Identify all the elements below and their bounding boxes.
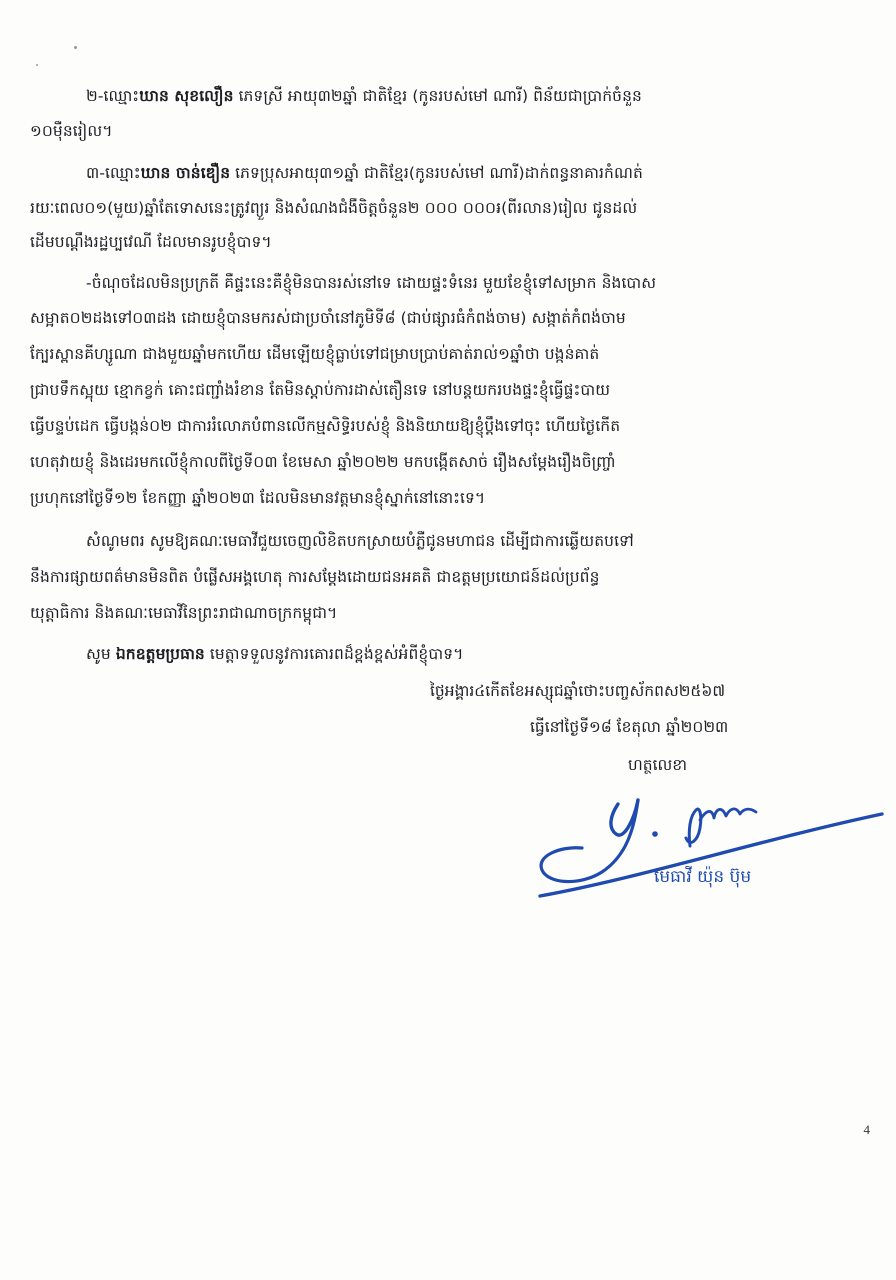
paragraph-6-prefix: សូម [86, 645, 116, 663]
paragraph-3-line-3: ដើមបណ្ដឹងរដ្ឋប្បវេណី ដែលមានរូបខ្ញុំបាទ។ [30, 233, 272, 251]
scan-speck [74, 46, 77, 49]
scan-speck [36, 64, 38, 66]
paragraph-3-line-1 [86, 157, 866, 189]
paragraph-4-line-2: សម្អាត០២ដងទៅ០៣ដង ដោយខ្ញុំបានមករស់ជាប្រចាំនៅភូមិទី៨ (ជាប់ផ្សារធំកំពង់ចាម) សង្កាត់កំពង់ចាម [30, 309, 626, 327]
paragraph-3-line-2: រយៈពេល០១(មួយ)ឆ្នាំតែទោសនេះត្រូវព្យួរ និងសំណងជំងឺចិត្តចំនួន២ ០០០ ០០០៛(ពីរលាន)រៀល ជូនដល់ [30, 199, 638, 217]
paragraph-2-line-1-rest: ភេទស្រី អាយុ៣២ឆ្នាំ ជាតិខ្មែរ (កូនរបស់មៅ ណារី) ពិន័យជាប្រាក់ចំនួន [233, 87, 642, 105]
paragraph-6 [86, 638, 866, 670]
paragraph-4-line-3: ក្បែរស្ពានគីហ្សូណា ជាងមួយឆ្នាំមកហើយ ដើមឡើយខ្ញុំធ្លាប់ទៅជម្រាបប្រាប់គាត់រាល់១ឆ្នាំថា បង្កន់គាត់ [30, 345, 600, 363]
paragraph-6-rest: មេត្តាទទួលនូវការគោរពដ៏ខ្ពង់ខ្ពស់អំពីខ្ញុំបាទ។ [204, 645, 464, 663]
date-solar: ធ្វើនៅថ្ងៃទី១៨ ខែតុលា ឆ្នាំ២០២៣ [530, 718, 729, 736]
paragraph-4-line-6: ហេតុវាយខ្ញុំ និងដេរមកលើខ្ញុំកាលពីថ្ងៃទី០៣ ខែមេសា ឆ្នាំ២០២២ មកបង្កើតសាច់ រឿងសម្ដែងរឿងចិញ្ច្រាំ [30, 453, 616, 471]
paragraph-4-line-7: ប្រហុកនៅថ្ងៃទី១២ ខែកញ្ញា ឆ្នាំ២០២៣ ដែលមិនមានវត្តមានខ្ញុំស្នាក់នៅនោះទេ។ [30, 489, 486, 507]
signer-name: មេធាវី យ៉ុន ប៊ុម [654, 867, 752, 887]
paragraph-5-line-1: សំណូមពរ សូមឱ្យគណៈមេធាវីជួយចេញលិខិតបកស្រាយបំភ្លឺជូនមហាជន ដើម្បីជាការឆ្លើយតបទៅ [86, 532, 634, 550]
handwritten-signature [530, 790, 890, 910]
paragraph-2-name: ឃាន សុខលឿន [139, 87, 234, 105]
paragraph-5-line-3: យុត្តាធិការ និងគណៈមេធាវីនៃព្រះរាជាណាចក្រកម្ពុជា។ [30, 604, 338, 622]
paragraph-4-line-5: ធ្វើបន្ទប់ដេក ធ្វើបង្កន់០២ ជាការរំលោភបំពានលើកម្មសិទ្ធិរបស់ខ្ញុំ និងនិយាយឱ្យខ្ញុំប្ដឹងទៅចុះ ហើយថ្ងៃកើត [30, 417, 621, 435]
paragraph-5-line-2: នឹងការផ្សាយពត៌មានមិនពិត បំផ្លើសអង្គហេតុ ការសម្ដែងដោយជនអគតិ ជាឧត្តមប្រយោជន៍ដល់ប្រព័ន្ធ [30, 568, 600, 586]
paragraph-3-name: ឃាន ចាន់ឌឿន [140, 164, 231, 182]
page-number: 4 [863, 1122, 870, 1137]
paragraph-2-line-1 [86, 80, 866, 112]
paragraph-2-line-2: ១០ម៉ឺនរៀល។ [30, 122, 113, 140]
paragraph-6-title: ឯកឧត្តមប្រធាន [115, 645, 205, 663]
paragraph-3-prefix: ៣-ឈ្មោះ [86, 164, 141, 182]
signature-label: ហត្ថលេខា [628, 756, 688, 774]
paragraph-4-line-1: -ចំណុចដែលមិនប្រក្រតី គឺផ្ទះនេះគឺខ្ញុំមិនបានរស់នៅទេ ដោយផ្ទះទំនេរ មួយខែខ្ញុំទៅសម្រាក និងបោស [86, 274, 657, 292]
date-lunar: ថ្ងៃអង្គារ៤កើតខែអស្សុជឆ្នាំថោះបញ្ចស័កពស២៥៦៧ [430, 682, 726, 700]
paragraph-4-line-4: ជ្រាបទឹកស្អុយ ខ្មោកខ្វក់ គោះជញ្ជាំងរំខាន តែមិនស្ដាប់ការដាស់តឿនទេ នៅបន្តយករបងផ្ទះខ្ញុំធ្វើផ្ទះបាយ [30, 381, 611, 399]
paragraph-2-prefix: ២-ឈ្មោះ [86, 87, 140, 105]
paragraph-3-line-1-rest: ភេទប្រុសអាយុ៣១ឆ្នាំ ជាតិខ្មែរ(កូនរបស់មៅ ណារី)ដាក់ពន្ធនាគារកំណត់ [230, 164, 643, 182]
